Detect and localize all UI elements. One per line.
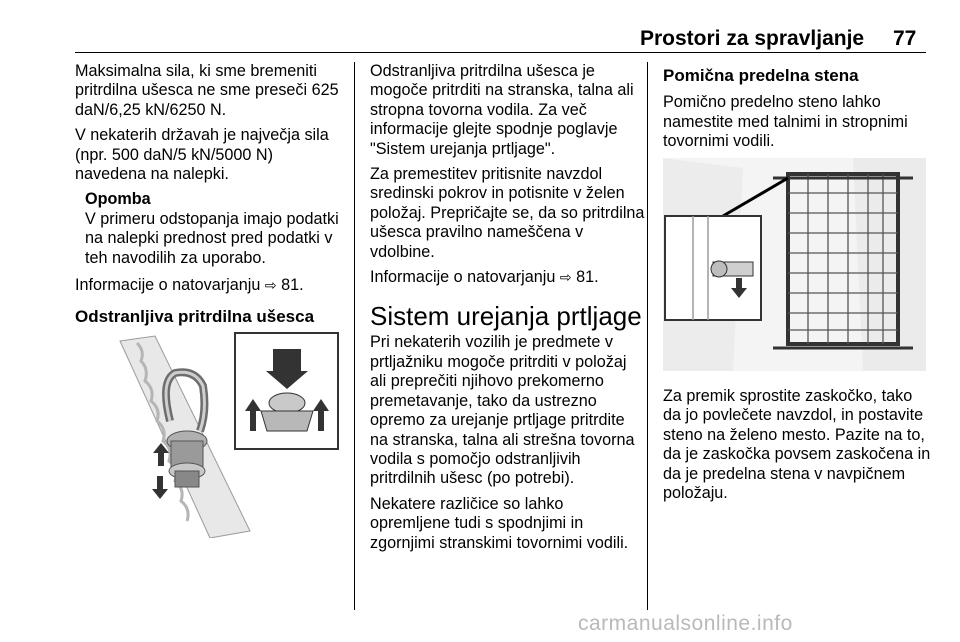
cross-reference[interactable] [75, 276, 345, 295]
chapter-title: Prostori za spravljanje [640, 27, 865, 50]
section-subheading: Odstranljiva pritrdilna ušesca [75, 307, 315, 327]
paragraph: Pri nekaterih vozilih je predmete v prtljažniku mogoče pritrditi v položaj ali preprečiti njihovo prekomerno premetavanje, tako da ustrezno opremo za urejanje prtljage pritrdite na stranska, talna ali strešna tovorna vodila s pomočjo odstranljivih pritrdilnih ušesc (po potrebi). [370, 333, 635, 488]
paragraph: Za premik sprostite zaskočko, tako da jo povlečete navzdol, in postavite steno na želeno mesto. Pazite na to, da je zaskočka povsem zaskočena in da je predelna stena v navpičnem položaju. [663, 387, 931, 503]
watermark: carmanualsonline.info [578, 612, 793, 635]
cross-reference[interactable] [370, 268, 645, 287]
header-rule [75, 52, 926, 53]
column-divider [647, 62, 648, 610]
reference-page: 81. [281, 276, 304, 295]
column-3 [663, 62, 931, 503]
partition-wall-illustration [663, 158, 926, 371]
reference-text: Informacije o natovarjanju [75, 276, 261, 295]
paragraph: Pomično predelno steno lahko namestite med talnimi in stropnimi tovornimi vodili. [663, 93, 908, 151]
note-title: Opomba [85, 190, 151, 209]
note-box [85, 190, 345, 268]
section-subheading: Pomična predelna stena [663, 66, 859, 85]
section-heading: Sistem urejanja prtljage [370, 301, 642, 332]
note-text: V primeru odstopanja imajo podatki na nalepki prednost pred podatki v teh navodilih za uporabo. [85, 209, 339, 267]
reference-arrow-icon: ⇨ [559, 269, 572, 286]
paragraph: Za premestitev pritisnite navzdol sredinski pokrov in potisnite v želen položaj. Prepričajte se, da so pritrdilna ušesca pravilno nameščena v vdolbine. [370, 165, 645, 261]
column-divider [354, 62, 355, 610]
lashing-eye-illustration [75, 331, 340, 538]
column-1 [75, 62, 345, 339]
reference-page: 81. [576, 268, 599, 287]
page-number: 77 [893, 27, 917, 50]
reference-text: Informacije o natovarjanju [370, 268, 556, 287]
column-2 [370, 62, 645, 559]
paragraph: V nekaterih državah je največja sila (npr. 500 daN/5 kN/5000 N) navedena na nalepki. [75, 126, 329, 184]
paragraph: Maksimalna sila, ki sme bremeniti pritrdilna ušesca ne sme preseči 625 daN/6,25 kN/6250 N. [75, 62, 339, 119]
paragraph: Odstranljiva pritrdilna ušesca je mogoče pritrditi na stranska, talna ali stropna tovorna vodila. Za več informacije glejte spodnje poglavje "Sistem urejanja prtljage". [370, 62, 634, 158]
paragraph: Nekatere različice so lahko opremljene tudi s spodnjimi in zgornjimi stranskimi tovornimi vodili. [370, 494, 629, 552]
reference-arrow-icon: ⇨ [264, 277, 277, 294]
